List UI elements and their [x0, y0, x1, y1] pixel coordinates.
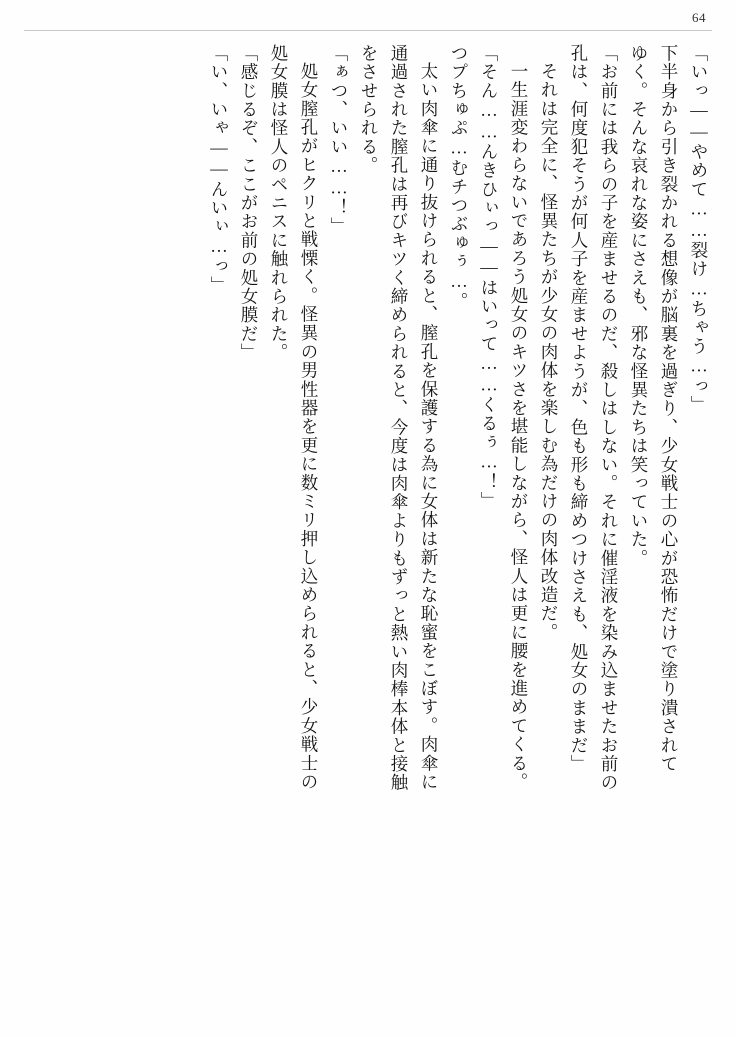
text-line: 処女膣孔がヒクリと戦慄く。怪異の男性器を更に数ミリ押し込められると、少女戦士の [299, 62, 319, 792]
text-line: 太い肉傘に通り抜けられると、膣孔を保護する為に女体は新たな恥蜜をこぼす。肉傘に [419, 62, 439, 792]
page-body [56, 44, 714, 1014]
text-line: つプちゅぷ…むチつぶゅぅ…。 [449, 44, 469, 311]
text-line: 「い、いゃ――んいぃ…っ」 [209, 44, 229, 295]
text-line: 孔は、何度犯そうが何人子を産ませようが、色も形も締めつけさえも、処女のままだ」 [569, 44, 589, 774]
page-number: 64 [692, 10, 706, 25]
header-rule [24, 30, 712, 31]
text-line: 下半身から引き裂かれる想像が脳裏を過ぎり、少女戦士の心が恐怖だけで塗り潰されて [659, 44, 679, 774]
text-line: 「お前には我らの子を産ませるのだ、殺しはしない。それに催淫液を染み込ませたお前の [599, 44, 619, 792]
text-line: 「そん……んきひぃっ――はいって……くるぅ…！」 [479, 44, 499, 511]
text-line: 通過された膣孔は再びキツく締められると、今度は肉傘よりもずっと熱い肉棒本体と接触 [389, 44, 409, 792]
text-line: 「ぁつ、いい……！」 [329, 44, 349, 236]
text-line: 処女膜は怪人のペニスに触れられた。 [269, 44, 289, 362]
text-line: それは完全に、怪異たちが少女の肉体を楽しむ為だけの肉体改造だ。 [539, 62, 559, 642]
text-line: をさせられる。 [359, 44, 379, 175]
text-line: ゆく。そんな哀れな姿にさえも、邪な怪異たちは笑っていた。 [629, 44, 649, 568]
text-line: 「感じるぞ、ここがお前の処女膜だ」 [239, 44, 259, 362]
text-line: 「いっ――やめて……裂け…ちゃう…っ」 [689, 44, 709, 415]
text-line: 一生涯変わらないであろう処女のキツさを堪能しながら、怪人は更に腰を進めてくる。 [509, 62, 529, 792]
